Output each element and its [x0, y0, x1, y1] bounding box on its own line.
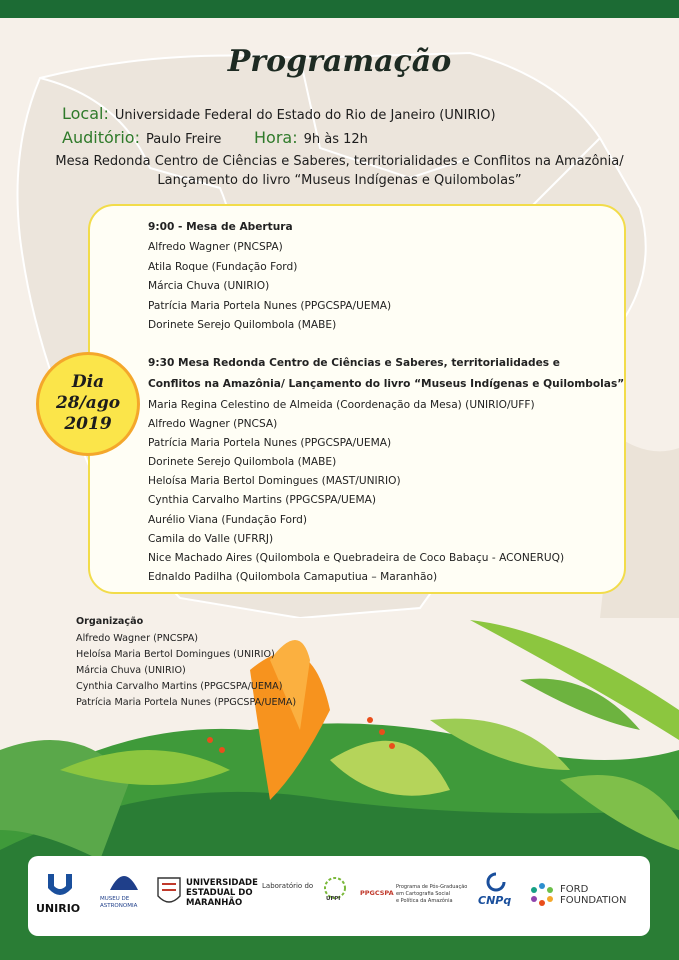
ppgcspa-logo-line-3: e Política da Amazônia	[396, 898, 453, 904]
session-2-person: Heloísa Maria Bertol Domingues (MAST/UNIRIO)	[148, 475, 401, 487]
cnpq-logo	[468, 856, 526, 936]
mast-logo-line-2: ASTRONOMIA	[100, 903, 138, 909]
organization-person: Márcia Chuva (UNIRIO)	[76, 665, 186, 676]
session-description-line-2: Lançamento do livro “Museus Indígenas e Quilombolas”	[157, 173, 522, 188]
venue-label: Local:	[62, 104, 109, 123]
auditorium-value: Paulo Freire	[145, 132, 222, 147]
session-1-title: 9:00 - Mesa de Abertura	[148, 221, 293, 233]
sponsor-logos-bar	[28, 856, 650, 936]
session-1-person: Dorinete Serejo Quilombola (MABE)	[148, 319, 337, 331]
time-row	[254, 128, 368, 147]
session-1-person: Patrícia Maria Portela Nunes (PPGCSPA/UEMA)	[148, 300, 392, 312]
cnpq-emblem-icon	[484, 872, 508, 892]
uema-logo-line-2: ESTADUAL DO	[186, 888, 253, 898]
cnpq-logo-text: CNPq	[478, 894, 512, 907]
date-badge-day-label: Dia	[71, 372, 105, 392]
mast-logo-line-1: MUSEU DE	[100, 896, 130, 902]
time-value: 9h às 12h	[303, 132, 368, 147]
ufpi-logo-text: UFPI	[326, 896, 341, 902]
venue-row	[62, 104, 496, 123]
page-title: Programação	[227, 44, 452, 79]
date-badge	[36, 352, 140, 456]
ppgcspa-logo-line-2: em Cartografia Social	[396, 891, 451, 897]
unirio-logo	[28, 856, 94, 936]
mast-logo	[94, 856, 154, 936]
organization-heading: Organização	[76, 616, 144, 627]
ford-logo-line-1: FORD	[560, 884, 589, 895]
session-2-person: Camila do Valle (UFRRJ)	[148, 533, 274, 545]
session-1-person: Márcia Chuva (UNIRIO)	[148, 280, 270, 292]
organization-person: Cynthia Carvalho Martins (PPGCSPA/UEMA)	[76, 681, 283, 692]
organization-person: Alfredo Wagner (PNCSPA)	[76, 633, 199, 644]
pncsa-logo	[258, 856, 358, 936]
ppgcspa-logo-text: PPGCSPA	[360, 889, 394, 897]
session-2-title-line-2: Conflitos na Amazônia/ Lançamento do livro “Museus Indígenas e Quilombolas”	[148, 378, 625, 390]
uema-logo-line-1: UNIVERSIDADE	[186, 878, 258, 888]
session-description-line-1: Mesa Redonda Centro de Ciências e Saberes, territorialidades e Conflitos na Amazônia/	[55, 154, 624, 169]
uema-crest-icon	[156, 876, 182, 908]
pncsa-logo-small-text: Laboratório do	[262, 882, 314, 890]
session-1-person: Atila Roque (Fundação Ford)	[148, 261, 298, 273]
session-1-person: Alfredo Wagner (PNCSPA)	[148, 241, 283, 253]
ford-foundation-logo	[526, 856, 650, 936]
unirio-logo-text: UNIRIO	[36, 902, 81, 915]
date-badge-date: 28/ago	[55, 393, 121, 413]
uema-logo	[154, 856, 258, 936]
auditorium-label: Auditório:	[62, 128, 140, 147]
session-2-person: Aurélio Viana (Fundação Ford)	[148, 514, 308, 526]
session-2-person: Dorinete Serejo Quilombola (MABE)	[148, 456, 337, 468]
session-2-person: Ednaldo Padilha (Quilombola Camaputiua – Maranhão)	[148, 571, 438, 583]
ppgcspa-logo	[358, 856, 468, 936]
ppgcspa-logo-line-1: Programa de Pós-Graduação	[396, 884, 468, 890]
unirio-emblem-icon	[46, 872, 74, 898]
ford-logo-line-2: FOUNDATION	[560, 895, 627, 906]
observatory-dome-icon	[108, 868, 140, 892]
session-2-person: Patrícia Maria Portela Nunes (PPGCSPA/UEMA)	[148, 437, 392, 449]
venue-value: Universidade Federal do Estado do Rio de Janeiro (UNIRIO)	[114, 108, 496, 123]
session-2-person: Nice Machado Aires (Quilombola e Quebradeira de Coco Babaçu - ACONERUQ)	[148, 552, 565, 564]
top-bar	[0, 0, 679, 18]
session-2-person: Maria Regina Celestino de Almeida (Coordenação da Mesa) (UNIRIO/UFF)	[148, 399, 535, 411]
organization-person: Heloísa Maria Bertol Domingues (UNIRIO)	[76, 649, 275, 660]
uema-logo-line-3: MARANHÃO	[186, 898, 243, 908]
organization-person: Patrícia Maria Portela Nunes (PPGCSPA/UEMA)	[76, 697, 297, 708]
date-badge-year: 2019	[64, 414, 112, 434]
session-2-person: Cynthia Carvalho Martins (PPGCSPA/UEMA)	[148, 494, 376, 506]
auditorium-row	[62, 128, 221, 147]
session-2-title-line-1: 9:30 Mesa Redonda Centro de Ciências e Saberes, territorialidades e	[148, 357, 560, 369]
ford-foundation-emblem-icon	[528, 880, 556, 908]
session-2-person: Alfredo Wagner (PNCSA)	[148, 418, 278, 430]
time-label: Hora:	[254, 128, 298, 147]
